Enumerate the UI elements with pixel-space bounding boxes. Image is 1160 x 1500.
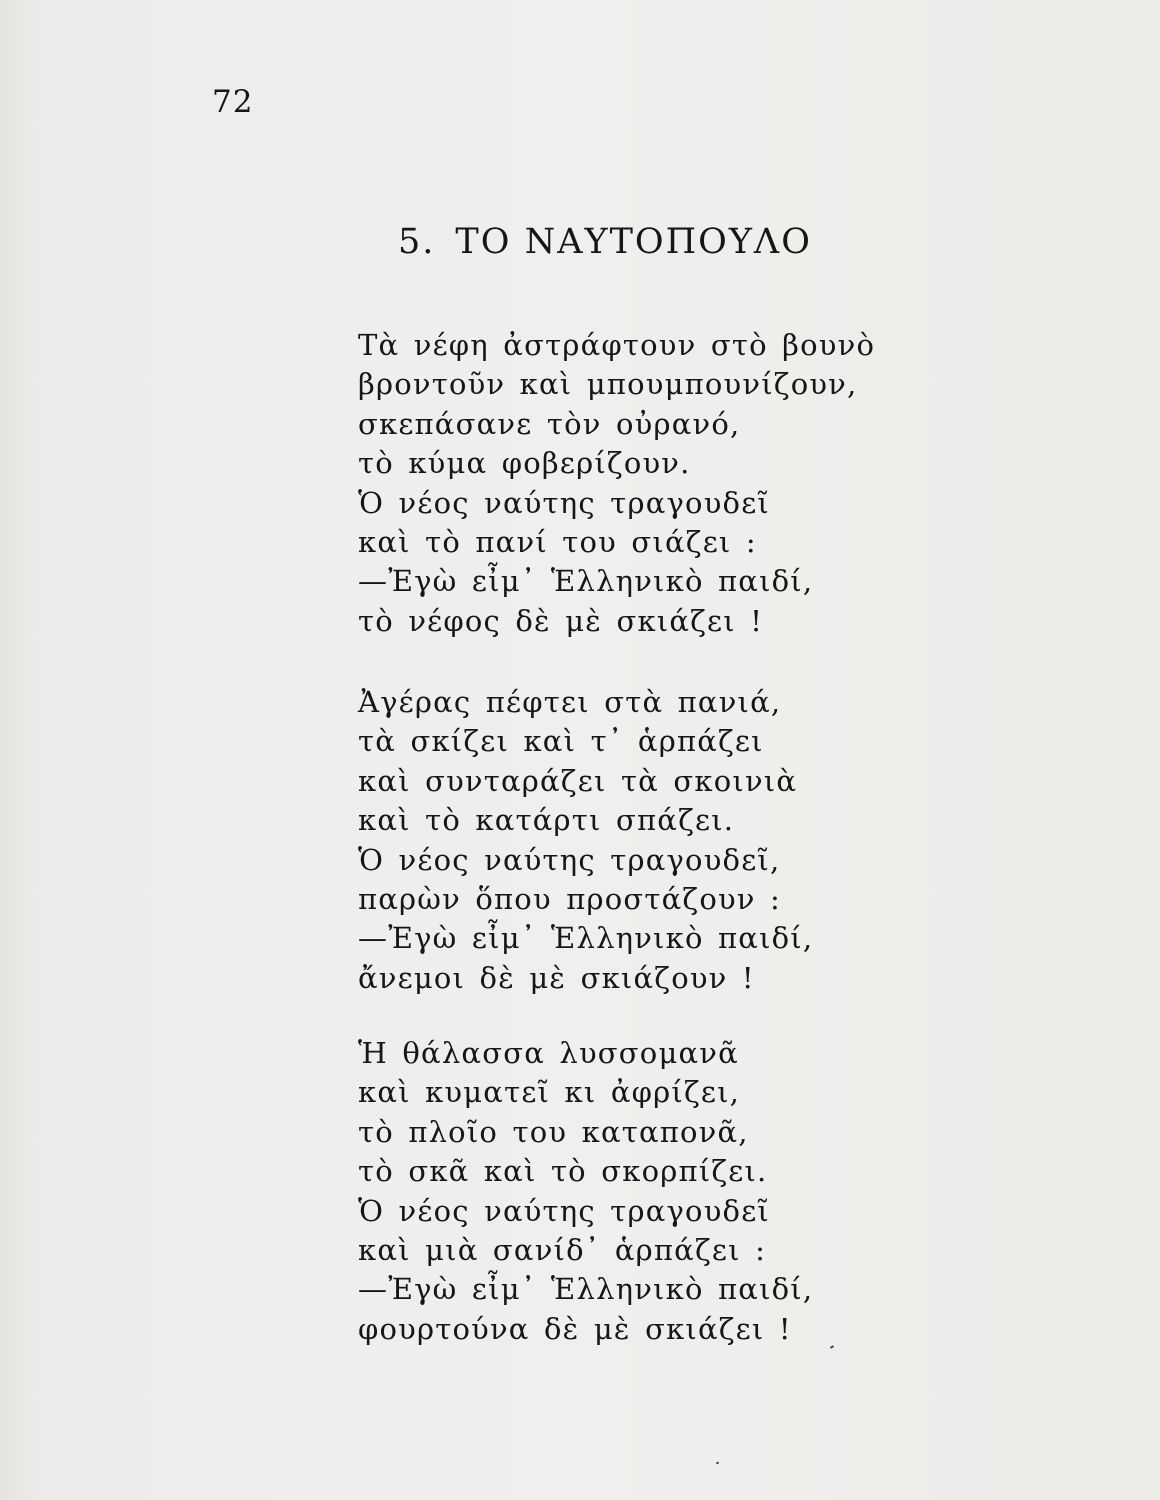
verse-line: Ὁ νέος ναύτης τραγουδεῖ — [358, 1193, 770, 1228]
verse-line: φουρτούνα δὲ μὲ σκιάζει ! — [358, 1311, 792, 1346]
verse-line: τὰ σκίζει καὶ τ᾽ ἁρπάζει — [358, 724, 764, 759]
verse-line: καὶ μιὰ σανίδ᾽ ἁρπάζει : — [358, 1232, 767, 1267]
poem-title-number: 5. — [398, 222, 436, 262]
verse-line: —Ἐγὼ εἶμ᾽ Ἑλληνικὸ παιδί, — [358, 1272, 814, 1307]
stanza-3 — [358, 1034, 918, 1349]
print-speck — [716, 1461, 720, 1464]
verse-line: καὶ συνταράζει τὰ σκοινιὰ — [358, 763, 798, 798]
verse-line: σκεπάσανε τὸν οὐρανό, — [358, 406, 741, 441]
verse-line: παρὼν ὅπου προστάζουν : — [358, 881, 782, 916]
verse-line: Ἡ θάλασσα λυσσομανᾶ — [358, 1036, 739, 1070]
verse-line: —Ἐγὼ εἶμ᾽ Ἑλληνικὸ παιδί, — [358, 564, 814, 599]
verse-line: τὸ πλοῖο του καταπονᾶ, — [358, 1114, 749, 1149]
verse-line: τὸ κύμα φοβερίζουν. — [358, 446, 691, 481]
verse-line: καὶ τὸ πανί του σιάζει : — [358, 524, 757, 559]
stanza-2 — [358, 683, 918, 998]
verse-line: —Ἐγὼ εἶμ᾽ Ἑλληνικὸ παιδί, — [358, 921, 814, 956]
verse-line: βροντοῦν καὶ μπουμπουνίζουν, — [358, 367, 858, 402]
verse-line: ἄνεμοι δὲ μὲ σκιάζουν ! — [358, 960, 755, 995]
verse-line: καὶ τὸ κατάρτι σπάζει. — [358, 803, 735, 838]
verse-line: Ὁ νέος ναύτης τραγουδεῖ, — [358, 842, 781, 877]
verse-line: Ὁ νέος ναύτης τραγουδεῖ — [358, 485, 770, 520]
verse-line: Τὰ νέφη ἀστράφτουν στὸ βουνὸ — [358, 328, 876, 362]
poem-title-text: ΤΟ ΝΑΥΤΟΠΟΥΛΟ — [455, 222, 812, 262]
page-number: 72 — [212, 84, 254, 120]
verse-line: τὸ νέφος δὲ μὲ σκιάζει ! — [358, 603, 764, 638]
verse-line: τὸ σκᾶ καὶ τὸ σκορπίζει. — [358, 1154, 768, 1189]
poem-title — [398, 222, 812, 262]
verse-line: Ἀγέρας πέφτει στὰ πανιά, — [358, 685, 782, 719]
stanza-1 — [358, 326, 918, 641]
verse-line: καὶ κυματεῖ κι ἀφρίζει, — [358, 1075, 741, 1110]
